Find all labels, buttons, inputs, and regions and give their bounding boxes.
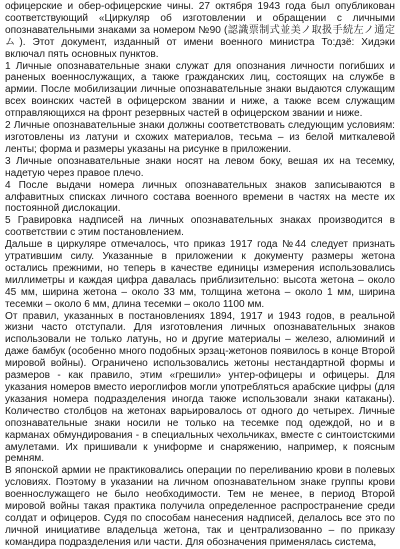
paragraph-blood-type: В японской армии не практиковались операции по переливанию крови в полевых условиях. Поэтому в указании на личном опознавательном знаке группы крови военнослужащего не было необходимости. Тем не менее, в период Второй мировой войны такая практика получила определенное распространение среди солдат и офицеров. Судя по способам нанесения надписей, делалось все это по личной инициативе владельца жетона, так и централизованно – по приказу командира подразделения или части. Для обозначения применялась система, <box>5 465 395 548</box>
paragraph-point-2: 2 Личные опознавательные знаки должны соответствовать следующим условиям: изготовлены из латуни и схожих материалов, тесьма – из белой миткалевой ленты; форма и размеры указаны на рисунке в приложении. <box>5 120 395 155</box>
paragraph-point-5: 5 Гравировка надписей на личных опознавательных знаках производится в соответствии с этим постановлением. <box>5 215 395 239</box>
paragraph-point-3: 3 Личные опознавательные знаки носят на левом боку, вешая их на тесемку, надетую через правое плечо. <box>5 155 395 179</box>
paragraph-order-1917: Дальше в циркуляре отмечалось, что приказ 1917 года №44 следует признать утратившим силу. Указанные в приложении к документу размеры жетона остались прежними, но теперь в качестве единицы измерения использовались миллиметры и каждая цифра давалась приблизительно: высота жетона – около 45 мм, ширина жетона – около 33 мм, толщина жетона – около 1 мм, ширина тесемки – около 6 мм, длина тесемки – около 1100 мм. <box>5 239 395 310</box>
paragraph-circular-intro: офицерские и обер-офицерские чины. 27 октября 1943 года был опубликован соответствующий «Циркуляр об изготовлении и обращении с личными опознавательными знаками за номером №90 (認識票制式並美ノ取扱手続左ノ通定ム). Этот документ, изданный от имени военного министра То:дзё: Хидэки включал пять основных пунктов. <box>5 1 395 60</box>
paragraph-point-1: 1 Личные опознавательные знаки служат для опознания личности погибших и раненых военнослужащих, а также гражданских лиц, состоящих на службе в армии. После мобилизации личные опознавательные знаки выдаются служащим всех воинских частей в офицерском звании и ниже, а также всем служащим отправляющихся на фронт резервных частей в офицерском звании и ниже. <box>5 60 395 120</box>
paragraph-point-4: 4 После выдачи номера личных опознавательных знаков записываются в алфавитных списках личного состава военного времени в частях на месте их постоянной дислокации. <box>5 179 395 215</box>
paragraph-deviations: От правил, указанных в постановлениях 1894, 1917 и 1943 годов, в реальной жизни часто отступали. Для изготовления личных опознавательных знаков использовали не только латунь, но и другие материалы – железо, алюминий и даже бамбук (особенно много подобных эрзац-жетонов появилось в конце Второй мировой войны). Ограничено использовались жетоны нестандартной формы и размеров - как правило, этим «грешили» унтер-офицеры и офицеры. Для указания номеров вместо иероглифов могли употребляться арабские цифры (для указания номера подразделения иногда также использовали знаки катаканы). Количество столбцов на жетонах варьировалось от одного до четырех. Личные опознавательные знаки носили не только на тесемке под одеждой, но и в карманах обмундирования - в специальных чехольчиках, вместе с синтоистскими амулетами. Их пришивали к униформе и снаряжению, например, к поясным ремням. <box>5 310 395 465</box>
